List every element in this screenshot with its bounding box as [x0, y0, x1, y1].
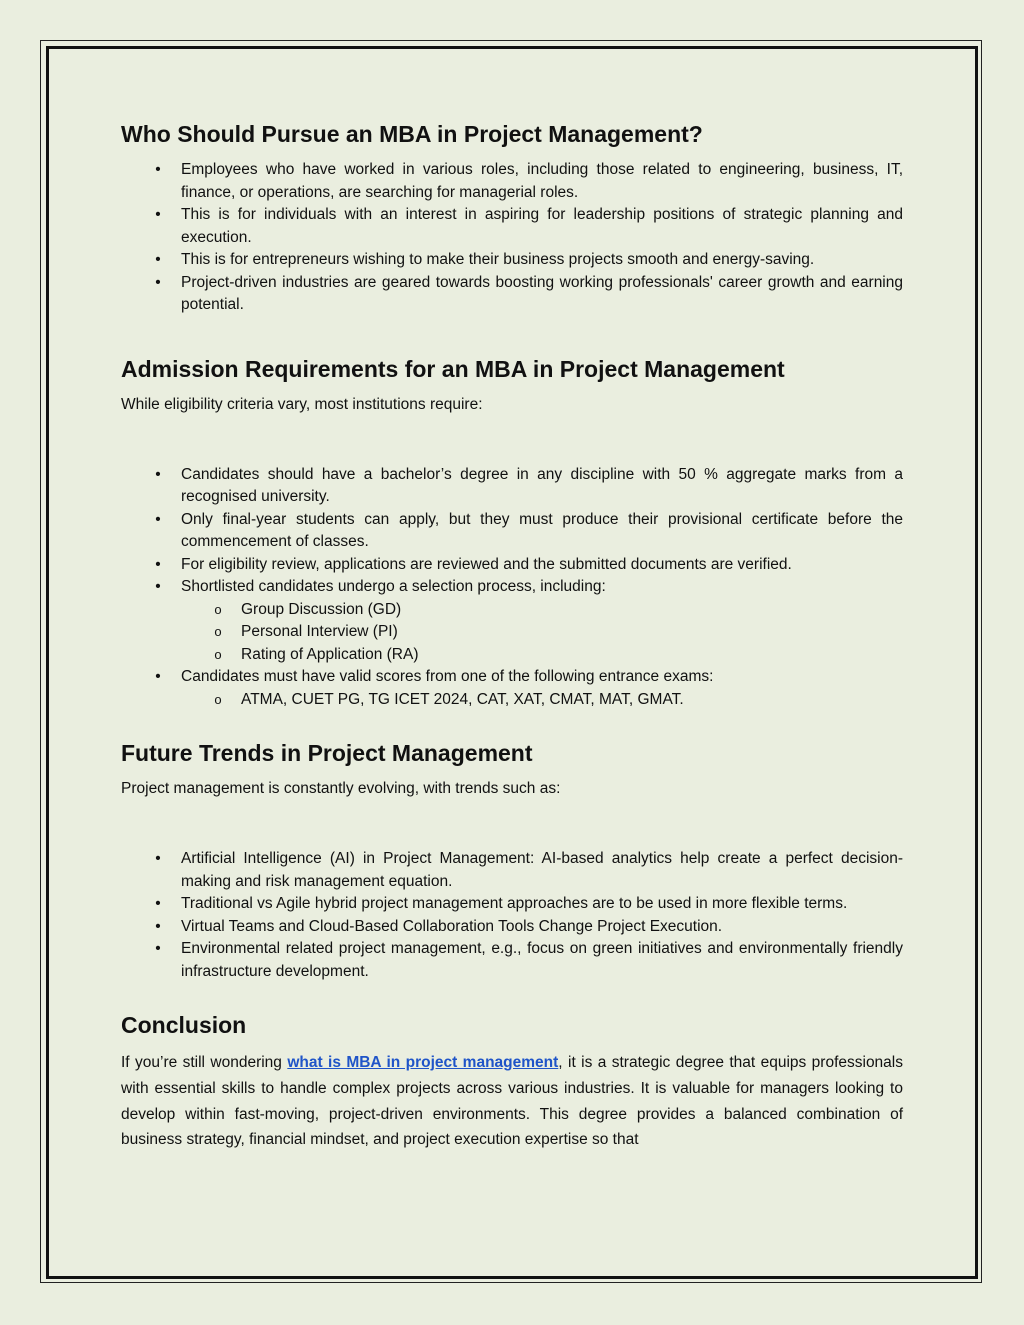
circle-bullet-icon: o [214, 646, 222, 662]
sub-list-item-text: Personal Interview (PI) [241, 623, 398, 640]
bullet-icon: • [155, 555, 161, 573]
bullet-icon: • [155, 940, 161, 957]
list-item [121, 204, 903, 249]
sub-list-item [121, 689, 903, 712]
list-item-text: Candidates should have a bachelor’s degree in any discipline with 50 % aggregate marks from a recognised university. [181, 465, 903, 505]
list-item [121, 464, 903, 509]
list-item-text: For eligibility review, applications are reviewed and the submitted documents are verified. [181, 555, 792, 573]
sub-bullet-list [181, 599, 903, 667]
list-item-text: Traditional vs Agile hybrid project management approaches are to be used in more flexible terms. [181, 895, 848, 912]
bullet-icon: • [155, 850, 161, 867]
circle-bullet-icon: o [214, 691, 222, 707]
list-item-text: This is for individuals with an interest in aspiring for leadership positions of strategic planning and execution. [181, 206, 903, 246]
section-who-should-pursue [121, 118, 903, 317]
sub-list-item [121, 644, 903, 667]
sub-bullet-list [181, 689, 903, 712]
list-item-text: Employees who have worked in various roles, including those related to engineering, business, IT, finance, or operations, are searching for managerial roles. [181, 161, 903, 201]
list-item-text: Project-driven industries are geared towards boosting working professionals' career growth and earning potential. [181, 273, 903, 313]
list-item [121, 509, 903, 554]
conclusion-paragraph [121, 1050, 903, 1153]
sub-list-item-text: ATMA, CUET PG, TG ICET 2024, CAT, XAT, CMAT, MAT, GMAT. [241, 690, 684, 708]
list-item-text: Artificial Intelligence (AI) in Project Management: AI-based analytics help create a perfect decision-making and risk management equation. [181, 850, 903, 890]
section-heading: Who Should Pursue an MBA in Project Management? [121, 121, 703, 147]
circle-bullet-icon: o [214, 601, 222, 617]
section-heading: Future Trends in Project Management [121, 740, 533, 766]
bullet-icon: • [155, 917, 161, 935]
list-item [121, 938, 903, 983]
list-item-text: Virtual Teams and Cloud-Based Collaboration Tools Change Project Execution. [181, 917, 723, 935]
section-conclusion [121, 1009, 903, 1153]
bullet-icon: • [155, 895, 161, 912]
bullet-list [121, 159, 903, 317]
list-item [121, 159, 903, 204]
bullet-icon: • [155, 465, 161, 483]
bullet-icon: • [155, 273, 161, 291]
list-item [121, 893, 903, 916]
list-item [121, 916, 903, 939]
document-content [121, 118, 903, 1179]
list-item-text: Environmental related project management, e.g., focus on green initiatives and environmentally friendly infrastructure development. [181, 940, 903, 980]
list-item [121, 249, 903, 272]
list-item [121, 666, 903, 711]
bullet-icon: • [155, 510, 161, 528]
list-item [121, 554, 903, 577]
section-future-trends [121, 737, 903, 983]
section-intro: Project management is constantly evolving, with trends such as: [121, 780, 561, 797]
list-item-text: Candidates must have valid scores from one of the following entrance exams: [181, 668, 714, 685]
sub-list-item-text: Rating of Application (RA) [241, 645, 419, 663]
bullet-icon: • [155, 161, 161, 178]
bullet-icon: • [155, 206, 161, 223]
sub-list-item [121, 621, 903, 644]
list-item [121, 848, 903, 893]
sub-list-item [121, 599, 903, 622]
bullet-icon: • [155, 668, 161, 685]
sub-list-item-text: Group Discussion (GD) [241, 600, 402, 618]
list-item-text: This is for entrepreneurs wishing to make their business projects smooth and energy-saving. [181, 251, 815, 268]
section-admission-requirements [121, 353, 903, 712]
bullet-list [121, 464, 903, 712]
section-intro: While eligibility criteria vary, most institutions require: [121, 395, 483, 413]
mba-project-management-link[interactable]: what is MBA in project management [287, 1054, 559, 1071]
bullet-icon: • [155, 578, 161, 595]
bullet-list [121, 848, 903, 983]
circle-bullet-icon: o [214, 624, 222, 639]
paragraph-text: , it is a strategic degree that equips professionals with essential skills to handle complex projects across various industries. It is valuable for managers looking to develop within fast-moving, project-driven environments. This degree provides a balanced combination of business strategy, financial mindset, and project execution expertise so that [121, 1054, 903, 1149]
list-item-text: Shortlisted candidates undergo a selection process, including: [181, 578, 606, 595]
paragraph-text: If you’re still wondering [121, 1054, 288, 1071]
list-item-text: Only final-year students can apply, but they must produce their provisional certificate before the commencement of classes. [181, 510, 903, 550]
list-item [121, 576, 903, 666]
section-heading: Conclusion [121, 1012, 247, 1038]
list-item [121, 272, 903, 317]
bullet-icon: • [155, 251, 161, 268]
section-heading: Admission Requirements for an MBA in Project Management [121, 355, 785, 382]
